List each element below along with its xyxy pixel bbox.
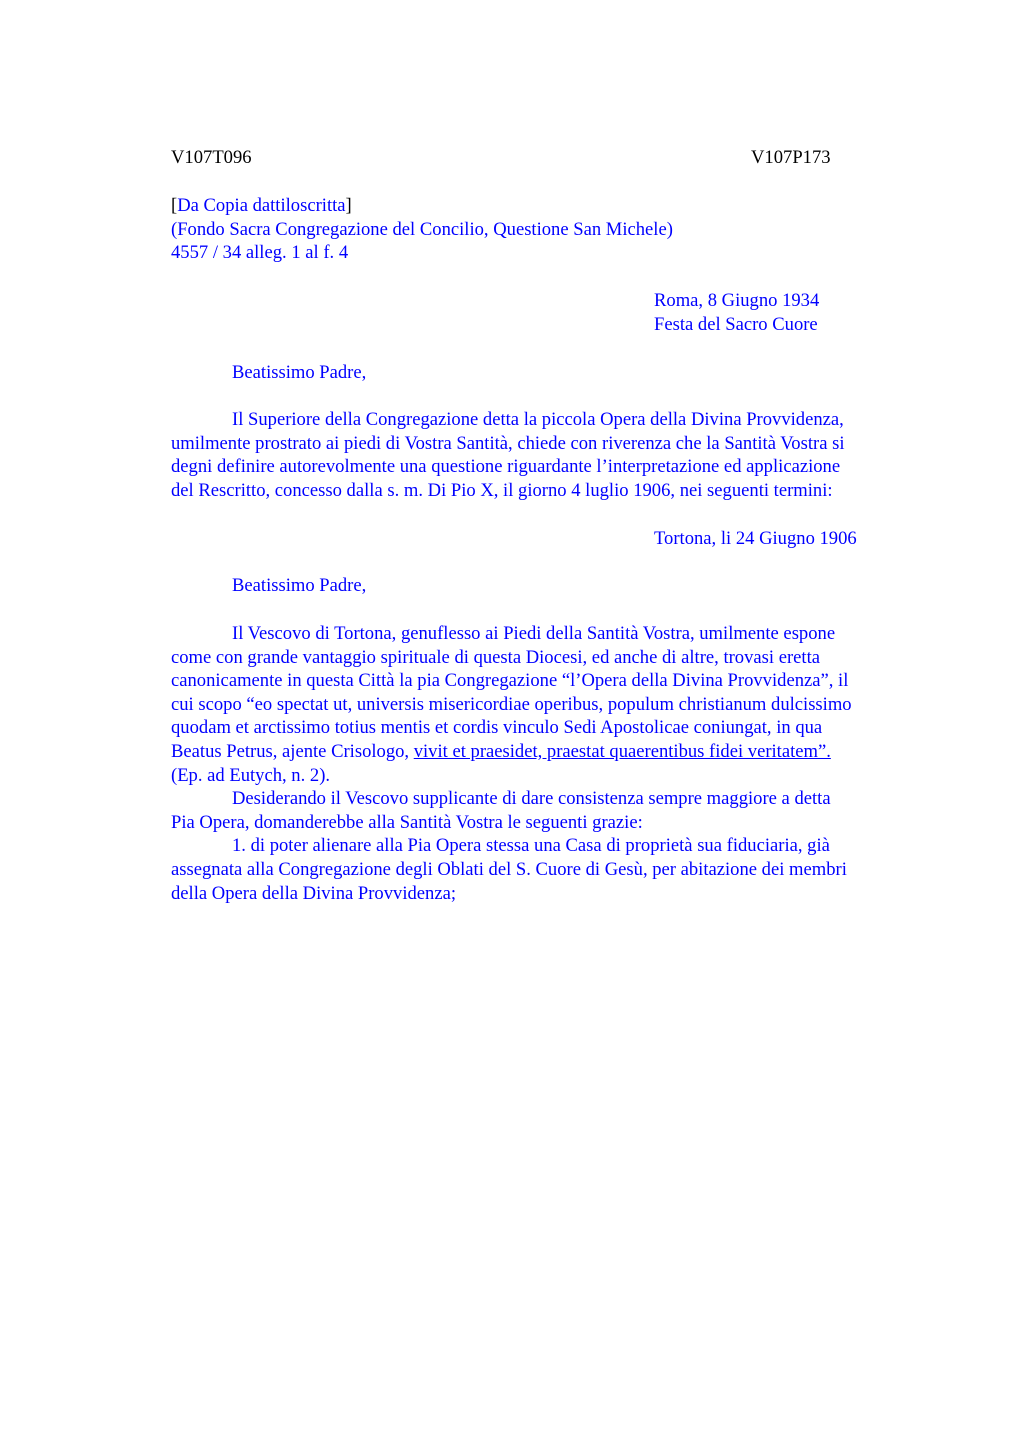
body-line-with-quote [171, 740, 943, 764]
letter-feast: Festa del Sacro Cuore [654, 313, 818, 335]
citation-line: (Ep. ad Eutych, n. 2). [171, 764, 331, 786]
quote-lead-in: Beatus Petrus, ajente Crisologo, [171, 740, 414, 762]
bracket-close: ] [345, 195, 352, 216]
letter-body [171, 408, 943, 502]
document-code-right: V107P173 [751, 147, 831, 168]
letter-place-date: Roma, 8 Giugno 1934 [654, 290, 820, 311]
body-line: umilmente prostrato ai piedi di Vostra Santità, chiede con riverenza che la Santità Vostra si [171, 432, 845, 454]
body-line: della Opera della Divina Provvidenza; [171, 882, 456, 904]
letter-dateline [654, 289, 819, 336]
source-title: Da Copia dattiloscritta [177, 195, 346, 216]
quoted-letter-salutation: Beatissimo Padre, [232, 575, 367, 596]
bracket-open: [ [171, 195, 178, 216]
body-line: come con grande vantaggio spirituale di questa Diocesi, ed anche di altre, trovasi eretta [171, 646, 820, 668]
body-line: del Rescritto, concesso dalla s. m. Di Pio X, il giorno 4 luglio 1906, nei seguenti termini: [171, 479, 833, 501]
body-line: cui scopo “eo spectat ut, universis misericordiae operibus, populum christianum dulcissimo [171, 693, 852, 715]
letter-salutation: Beatissimo Padre, [232, 362, 367, 383]
body-line: Pia Opera, domanderebbe alla Santità Vostra le seguenti grazie: [171, 811, 643, 833]
source-title-line [171, 194, 941, 218]
body-line: Desiderando il Vescovo supplicante di dare consistenza sempre maggiore a detta [232, 788, 831, 810]
quoted-letter-body [171, 622, 943, 905]
body-line: Il Vescovo di Tortona, genuflesso ai Piedi della Santità Vostra, umilmente espone [232, 623, 836, 644]
document-code-left: V107T096 [171, 147, 252, 168]
body-line: canonicamente in questa Città la pia Congregazione “l’Opera della Divina Provvidenza”, il [171, 670, 849, 692]
body-line: Il Superiore della Congregazione detta la piccola Opera della Divina Provvidenza, [232, 409, 844, 430]
body-line: assegnata alla Congregazione degli Oblati del S. Cuore di Gesù, per abitazione dei membri [171, 858, 847, 880]
quoted-letter-dateline: Tortona, li 24 Giugno 1906 [654, 528, 857, 549]
source-note [171, 194, 941, 265]
body-line: 1. di poter alienare alla Pia Opera stessa una Casa di proprietà sua fiduciaria, già [232, 835, 830, 857]
underlined-quotation: vivit et praesidet, praestat quaerentibus fidei veritatem”. [413, 740, 831, 762]
source-fondo: (Fondo Sacra Congregazione del Concilio, Questione San Michele) [171, 218, 673, 240]
source-reference: 4557 / 34 alleg. 1 al f. 4 [171, 242, 349, 264]
body-line: degni definire autorevolmente una questione riguardante l’interpretazione ed applicazione [171, 456, 841, 478]
body-line: quodam et arctissimo totius mentis et cordis vinculo Sedi Apostolicae coniungat, in qua [171, 717, 823, 739]
